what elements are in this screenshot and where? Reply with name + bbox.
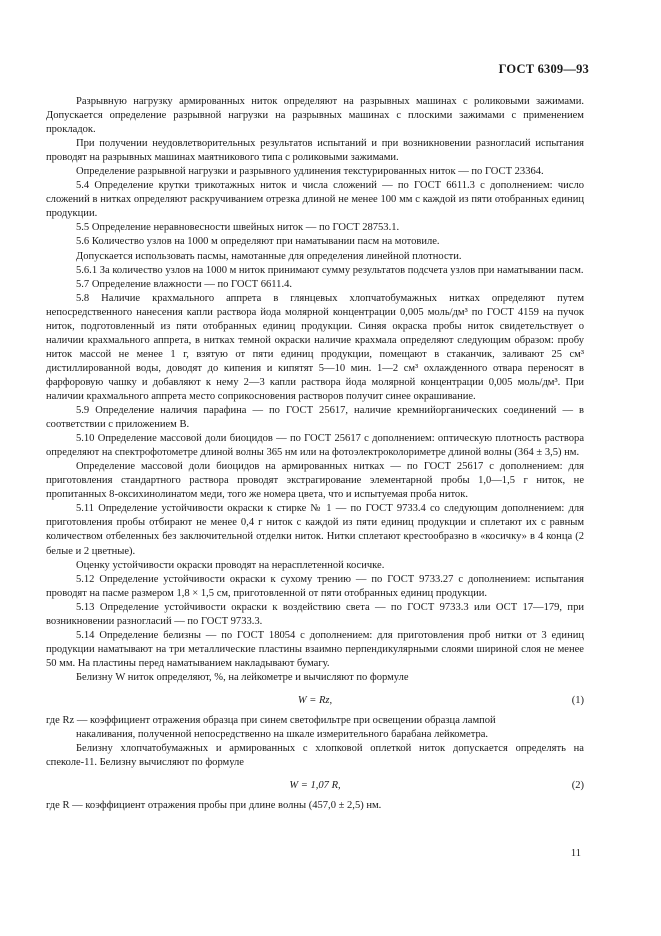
paragraph: 5.11 Определение устойчивости окраски к стирке № 1 — по ГОСТ 9733.4 со следующим дополнением: для приготовления пробы отбирают не менее 0,4 г ниток с каждой из пяти единиц продукции и сплетают их с равным количеством отбеленных без заключительной отделки ниток. Нитки сплетают крестообразно в «косичку» в 4 конца (2 белые и 2 цветные).	[46, 503, 584, 557]
formula-2-expression: W = 1,07 R,	[289, 780, 341, 792]
paragraph: При получении неудовлетворительных результатов испытаний и при возникновении разногласий испытания проводят на разрывных машинах маятникового типа с роликовыми зажимами.	[46, 138, 584, 164]
formula-1-expression: W = Rz,	[297, 694, 333, 706]
formula-1-legend: где Rz — коэффициент отражения образца при синем светофильтре при освещении образца лампой	[46, 715, 496, 727]
formula-2	[46, 779, 584, 793]
formula-1-legend-continuation: накаливания, полученной непосредственно на шкале измерительного барабана лейкометра.	[76, 729, 489, 741]
formula-1-number: (1)	[571, 694, 584, 706]
formula-1	[46, 694, 584, 708]
paragraph: 5.12 Определение устойчивости окраски к сухому трению — по ГОСТ 9733.27 с дополнением: испытания проводят на пасме размером 1,8 × 1,5 см, приготовленной от пяти отобранных единиц продукции.	[46, 573, 584, 599]
paragraph: Белизну W ниток определяют, %, на лейкометре и вычисляют по формуле	[76, 671, 409, 683]
paragraph: Белизну хлопчатобумажных и армированных с хлопковой оплеткой ниток допускается определять на спеколе-11. Белизну вычисляют по формуле	[46, 743, 584, 769]
paragraph: 5.8 Наличие крахмального аппрета в глянцевых хлопчатобумажных нитках определяют путем непосредственного нанесения капли раствора йода молярной концентрации 0,005 моль/дм³ по ГОСТ 4159 на пучок ниток, подготовленный из пяти отобранных единиц продукции. Синяя окраска пробы ниток свидетельствует о наличии крахмального аппрета, в нитках темной окраски наличие крахмала определяют следующим образом: пробу ниток массой не менее 1 г, взятую от пяти единиц продукции, помещают в стаканчик, заливают 25 см³ дистиллированной воды, доводят до кипения и кипятят 5—10 мин. 1—2 см³ охлажденного отвара переносят в фарфоровую чашку и добавляют к нему 2—3 капли раствора йода молярной концентрации 0,005 моль/дм³. При наличии крахмального аппрета место соприкосновения растворов получит синее окрашивание.	[46, 292, 584, 402]
standard-header: ГОСТ 6309—93	[498, 62, 589, 76]
paragraph: Допускается использовать пасмы, намотанные для определения линейной плотности.	[76, 250, 462, 262]
paragraph: Оценку устойчивости окраски проводят на нерасплетенной косичке.	[76, 559, 385, 571]
paragraph: 5.13 Определение устойчивости окраски к воздействию света — по ГОСТ 9733.3 или ОСТ 17—179, при возникновении разногласий — по ГОСТ 9733.3.	[46, 601, 584, 627]
document-body	[46, 95, 584, 813]
formula-2-number: (2)	[571, 780, 584, 792]
paragraph: Определение разрывной нагрузки и разрывного удлинения текстурированных ниток — по ГОСТ 23364.	[76, 166, 544, 178]
paragraph: 5.4 Определение крутки трикотажных ниток и числа сложений — по ГОСТ 6611.3 с дополнением: число сложений в нитках определяют раскручиванием отрезка длиной не менее 100 мм с каждой из пяти отобранных единиц продукции.	[46, 180, 584, 220]
paragraph: 5.10 Определение массовой доли биоцидов — по ГОСТ 25617 с дополнением: оптическую плотность раствора определяют на спектрофотометре длиной волны 365 нм или на фотоэлектроколориметре длиной волны (364 ± 3,5) нм.	[46, 433, 584, 459]
paragraph: 5.14 Определение белизны — по ГОСТ 18054 с дополнением: для приготовления проб нитки от 3 единиц продукции наматывают на три металлические пластины взаимно перпендикулярными слоями шириной слоя не менее 50 мм. На пластины перед наматыванием накладывают бумагу.	[46, 629, 584, 669]
paragraph: Определение массовой доли биоцидов на армированных нитках — по ГОСТ 25617 с дополнением: для приготовления стандартного раствора проводят экстрагирование элементарной пробы 1,0—1,5 г ниток, не пропитанных 8-оксихинолинатом меди, того же номера цвета, что и испытуемая проба ниток.	[46, 461, 584, 501]
paragraph: 5.7 Определение влажности — по ГОСТ 6611.4.	[76, 278, 292, 290]
paragraph: Разрывную нагрузку армированных ниток определяют на разрывных машинах с роликовыми зажимами. Допускается определение разрывной нагрузки на разрывных машинах с плоскими зажимами с применением прокладок.	[46, 96, 584, 136]
paragraph: 5.6.1 За количество узлов на 1000 м ниток принимают сумму результатов подсчета узлов при наматывании пасм.	[76, 264, 584, 276]
paragraph: 5.6 Количество узлов на 1000 м определяют при наматывании пасм на мотовиле.	[76, 236, 440, 248]
paragraph: 5.5 Определение неравновесности швейных ниток — по ГОСТ 28753.1.	[76, 222, 400, 234]
paragraph: 5.9 Определение наличия парафина — по ГОСТ 25617, наличие кремнийорганических соединений — в соответствии с приложением В.	[46, 405, 584, 431]
page-number: 11	[570, 848, 581, 859]
formula-2-legend: где R — коэффициент отражения пробы при длине волны (457,0 ± 2,5) нм.	[46, 800, 382, 812]
